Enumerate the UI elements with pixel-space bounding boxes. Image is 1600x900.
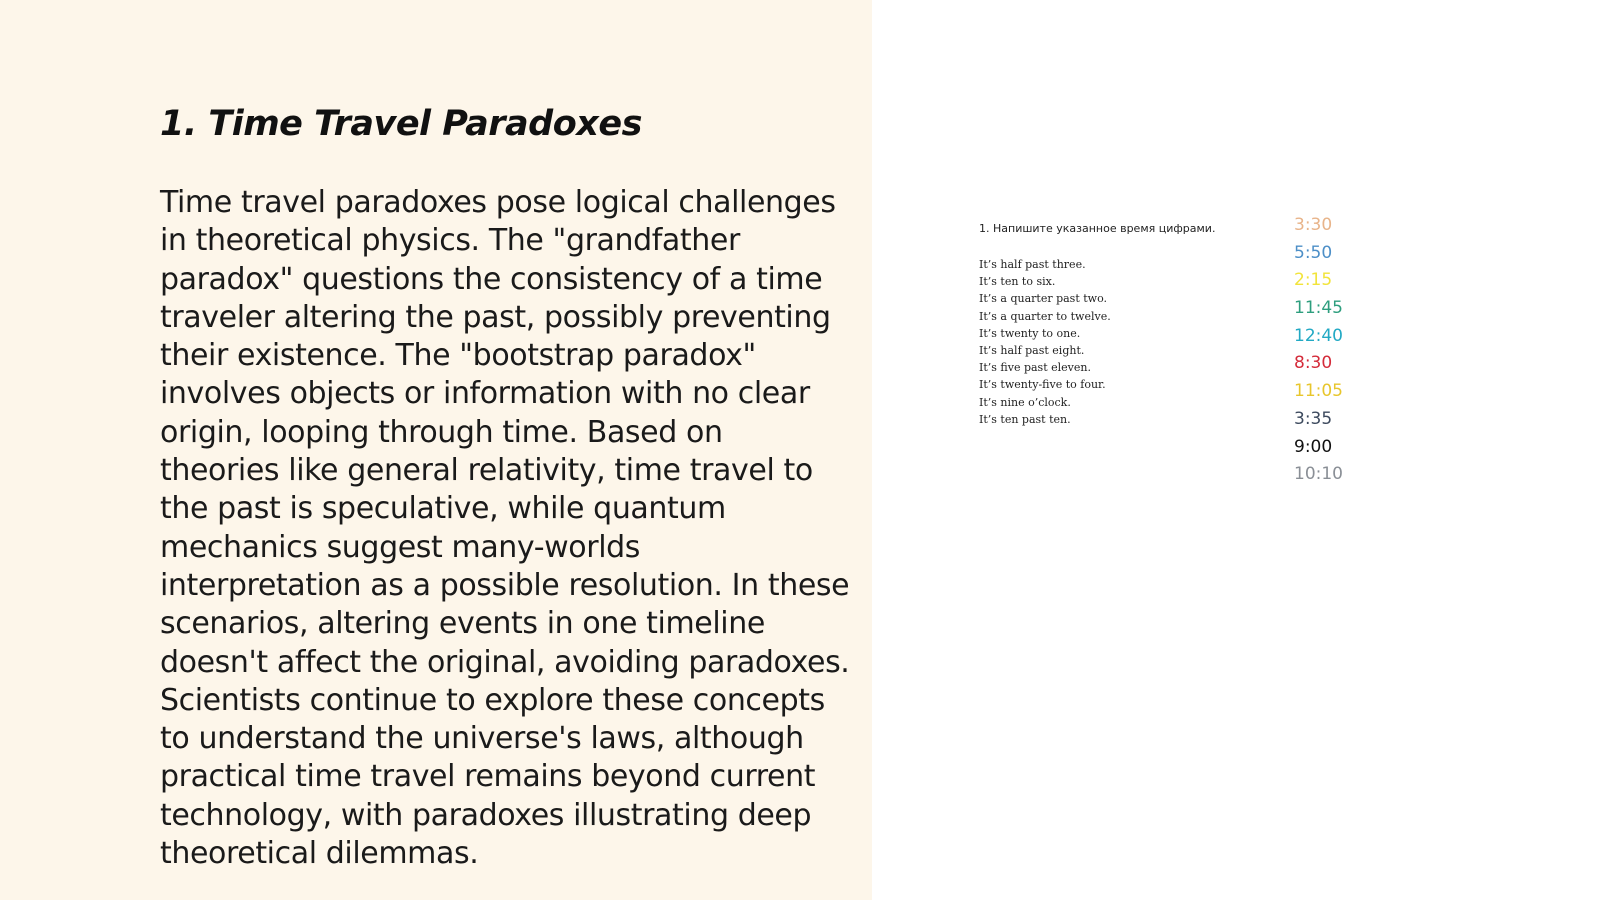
- worksheet-answer: 9:00: [1294, 436, 1333, 457]
- worksheet-sentence: It’s half past eight.: [979, 343, 1085, 357]
- worksheet-image: [960, 212, 1360, 492]
- worksheet-answer: 11:45: [1294, 298, 1343, 319]
- worksheet-sentence: It’s twenty to one.: [979, 326, 1081, 340]
- worksheet-answer: 8:30: [1294, 353, 1333, 374]
- slide-body-text: Time travel paradoxes pose logical challenges in theoretical physics. The "grandfather paradox" questions the consistency of a time traveler altering the past, possibly preventing their existence. The "bootstrap paradox" involves objects or information with no clear origin, looping through time. Based on theories like general relativity, time travel to the past is speculative, while quantum mechanics suggest many-worlds interpretation as a possible resolution. In these scenarios, altering events in one timeline doesn't affect the original, avoiding paradoxes. Scientists continue to explore these concepts to understand the universe's laws, although practical time travel remains beyond current technology, with paradoxes illustrating deep theoretical dilemmas.: [160, 185, 850, 872]
- worksheet-sentence: It’s half past three.: [979, 258, 1086, 271]
- worksheet-sentence: It’s twenty-five to four.: [979, 378, 1106, 392]
- worksheet-sentence: It’s ten past ten.: [979, 412, 1071, 426]
- worksheet-instruction: 1. Напишите указанное время цифрами.: [979, 222, 1216, 235]
- worksheet-answer: 12:40: [1294, 325, 1343, 346]
- worksheet-answer: 10:10: [1294, 464, 1343, 485]
- worksheet-sentence: It’s a quarter to twelve.: [979, 309, 1111, 323]
- worksheet-answer: 11:05: [1294, 381, 1343, 402]
- worksheet-sentence: It’s a quarter past two.: [979, 292, 1108, 306]
- worksheet-sentence: It’s five past eleven.: [979, 361, 1091, 375]
- worksheet-sentence: It’s nine o’clock.: [979, 395, 1071, 409]
- worksheet-answer: 5:50: [1294, 242, 1333, 263]
- slide-heading: 1. Time Travel Paradoxes: [160, 104, 642, 144]
- worksheet-sentence-list: [979, 256, 1111, 428]
- worksheet-answer-list: [1294, 212, 1343, 489]
- worksheet-answer: 2:15: [1294, 270, 1333, 291]
- worksheet-sentence: It’s ten to six.: [979, 275, 1056, 289]
- worksheet-answer: 3:35: [1294, 408, 1333, 429]
- worksheet-answer: 3:30: [1294, 215, 1333, 235]
